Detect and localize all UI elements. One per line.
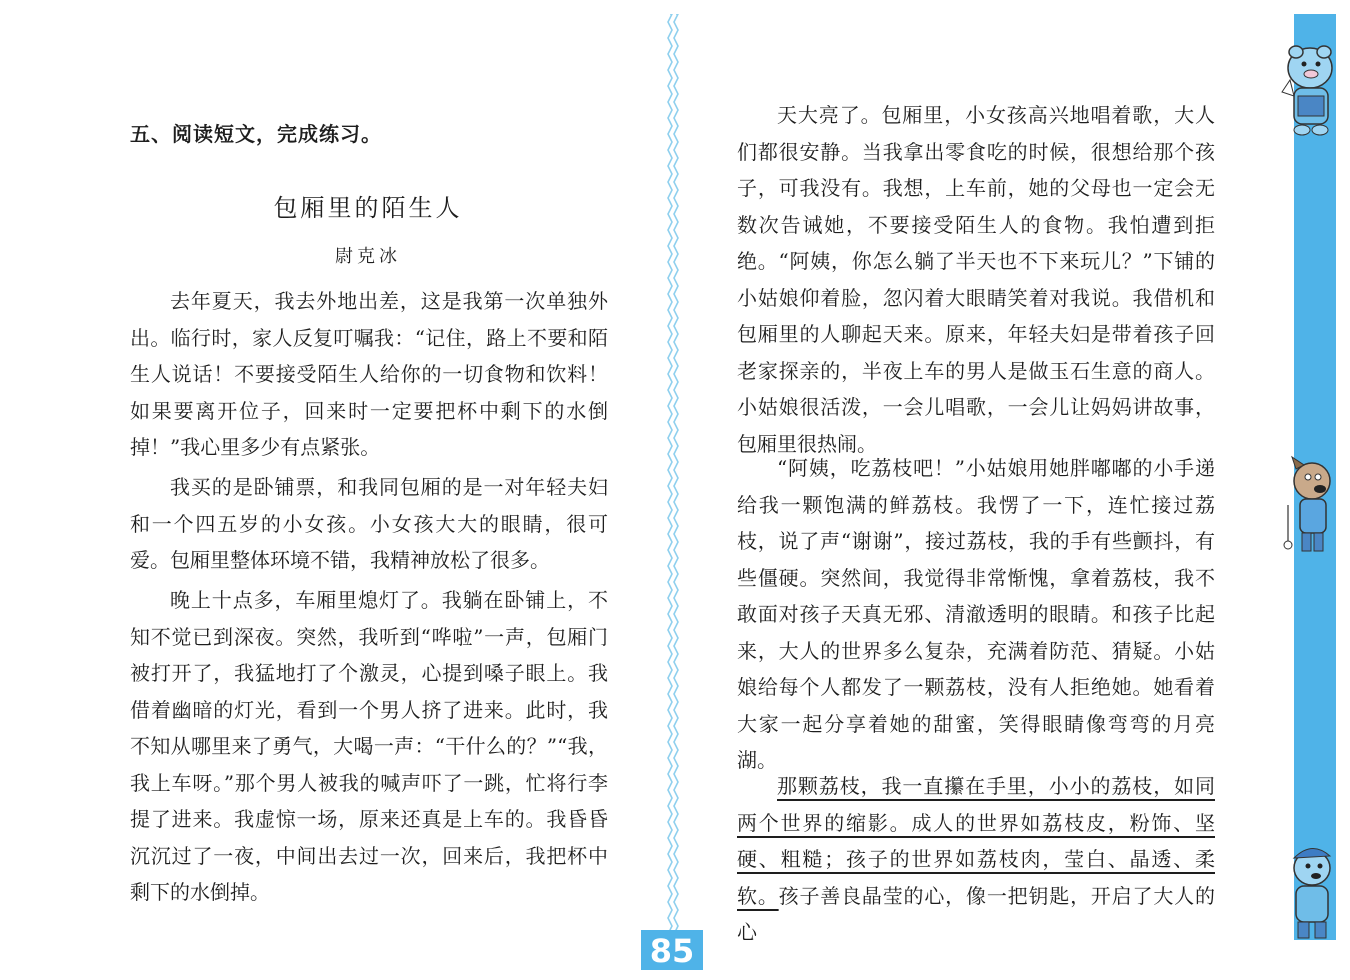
dog-cap-mascot-icon <box>1282 838 1340 948</box>
paragraph-2: 我买的是卧铺票，和我同包厢的是一对年轻夫妇和一个四五岁的小女孩。小女孩大大的眼睛，很可爱。包厢里整体环境不错，我精神放松了很多。 <box>130 475 608 572</box>
story-title: 包厢里的陌生人 <box>273 194 463 222</box>
left-page <box>0 0 668 980</box>
closing-text: 孩子善良晶莹的心，像一把钥匙，开启了大人的心 <box>737 883 1216 944</box>
page-number: 85 <box>641 930 703 970</box>
section-heading: 五、阅读短文，完成练习。 <box>130 122 382 146</box>
paragraph-6 <box>737 768 1215 951</box>
story-author: 尉克冰 <box>335 246 401 267</box>
pig-mascot-icon <box>1276 40 1340 140</box>
dog-yoyo-mascot-icon <box>1276 455 1340 560</box>
underlined-passage: 那颗荔枝，我一直攥在手里，小小的荔枝，如同两个世界的缩影。成人的世界如荔枝皮，粉饰、坚硬、粗糙；孩子的世界如荔枝肉，莹白、晶透、柔软。 <box>737 774 1215 908</box>
paragraph-5: “阿姨，吃荔枝吧！”小姑娘用她胖嘟嘟的小手递给我一颗饱满的鲜荔枝。我愣了一下，连忙接过荔枝，说了声“谢谢”，接过荔枝，我的手有些颤抖，有些僵硬。突然间，我觉得非常惭愧，拿着荔枝，我不敢面对孩子天真无邪、清澈透明的眼睛。和孩子比起来，大人的世界多么复杂，充满着防范、猜疑。小姑娘给每个人都发了一颗荔枝，没有人拒绝她。她看着大家一起分享着她的甜蜜，笑得眼睛像弯弯的月亮湖。 <box>737 456 1215 772</box>
paragraph-4: 天大亮了。包厢里，小女孩高兴地唱着歌，大人们都很安静。当我拿出零食吃的时候，很想给那个孩子，可我没有。我想，上车前，她的父母也一定会无数次告诫她，不要接受陌生人的食物。我怕遭到拒绝。“阿姨，你怎么躺了半天也不下来玩儿？”下铺的小姑娘仰着脸，忽闪着大眼睛笑着对我说。我借机和包厢里的人聊起天来。原来，年轻夫妇是带着孩子回老家探亲的，半夜上车的男人是做玉石生意的商人。小姑娘很活泼，一会儿唱歌，一会儿让妈妈讲故事，包厢里很热闹。 <box>737 103 1215 456</box>
paragraph-1: 去年夏天，我去外地出差，这是我第一次单独外出。临行时，家人反复叮嘱我：“记住，路上不要和陌生人说话！不要接受陌生人给你的一切食物和饮料！如果要离开位子，回来时一定要把杯中剩下的水倒掉！”我心里多少有点紧张。 <box>130 289 608 459</box>
paragraph-3: 晚上十点多，车厢里熄灯了。我躺在卧铺上，不知不觉已到深夜。突然，我听到“哗啦”一声，包厢门被打开了，我猛地打了个激灵，心提到嗓子眼上。我借着幽暗的灯光，看到一个男人挤了进来。此时，我不知从哪里来了勇气，大喝一声：“干什么的？”“我，我上车呀。”那个男人被我的喊声吓了一跳，忙将行李提了进来。我虚惊一场，原来还真是上车的。我昏昏沉沉过了一夜，中间出去过一次，回来后，我把杯中剩下的水倒掉。 <box>130 588 608 904</box>
page-divider <box>666 14 680 934</box>
